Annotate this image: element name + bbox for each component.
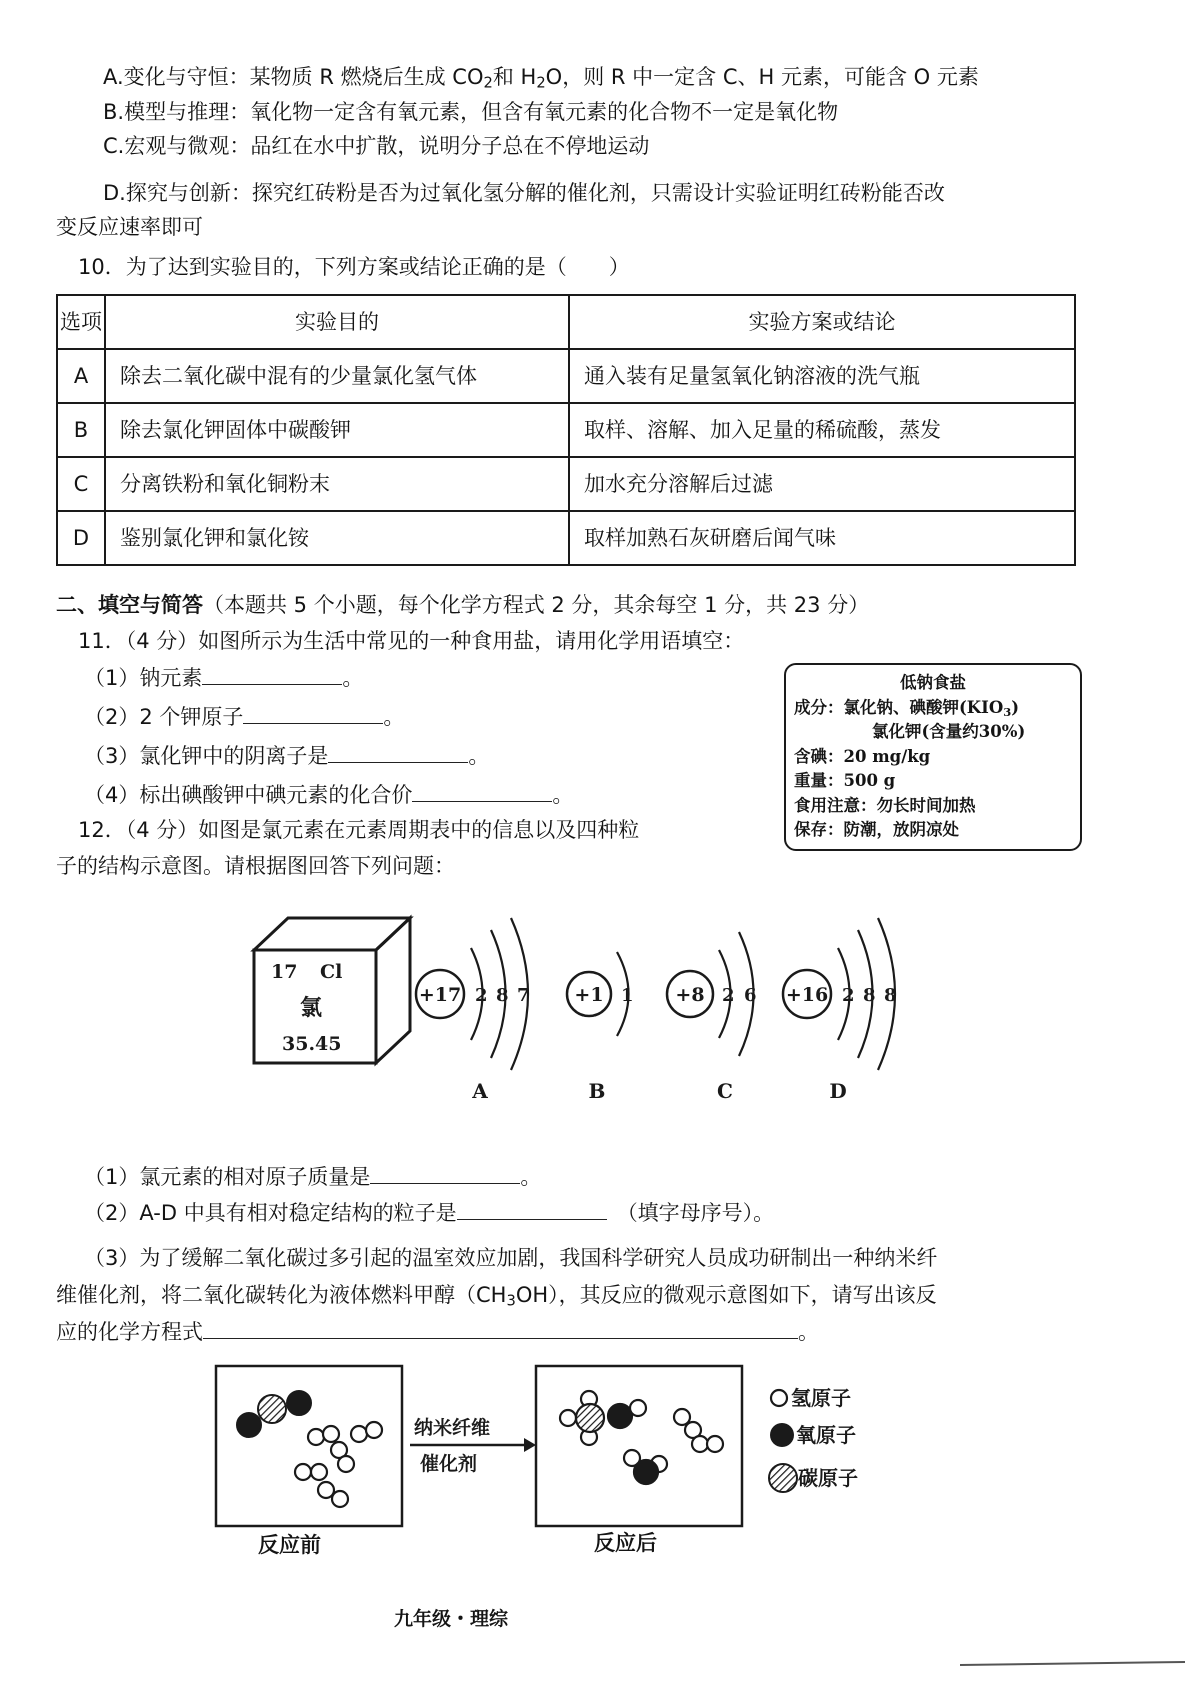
- q11-item-4: （4）标出碘酸钾中碘元素的化合价 。: [84, 783, 574, 807]
- q11-stem: 11．（4 分）如图所示为生活中常见的一种食用盐，请用化学用语填空：: [78, 629, 745, 653]
- q12-part-3-line2: 维催化剂，将二氧化碳转化为液体燃料甲醇$(CH_3OH)$，其反应的微观示意图如下，请写出该反: [56, 1283, 937, 1310]
- legend-oxygen-label: 氧原子: [796, 1423, 856, 1447]
- q11-item-3: （3）氯化钾中的阴离子是 。: [84, 744, 490, 768]
- reaction-before-box: [216, 1366, 402, 1526]
- legend-carbon-icon: [769, 1464, 797, 1492]
- electron-count: 7: [517, 985, 530, 1006]
- answer-blank[interactable]: [370, 1163, 520, 1184]
- nucleus-charge: +16: [785, 984, 829, 1006]
- molecule-h2: [295, 1464, 327, 1480]
- carbon-atom: [258, 1395, 286, 1423]
- hydrogen-atom: [560, 1410, 576, 1426]
- electron-count: 8: [884, 985, 897, 1006]
- oxygen-atom: [237, 1413, 261, 1437]
- salt-label-weight: 重量：500 g: [794, 771, 896, 790]
- catalyst-label-line2: 催化剂: [420, 1453, 478, 1475]
- molecule-h2: [351, 1422, 382, 1442]
- salt-label-title: 低钠食盐: [900, 673, 966, 692]
- carbon-atom: [576, 1404, 604, 1432]
- nucleus-charge: +17: [418, 984, 462, 1006]
- atom-label: D: [829, 1079, 847, 1103]
- oxygen-atom: [634, 1460, 658, 1484]
- caption-after: 反应后: [594, 1531, 657, 1555]
- hydrogen-atom: [332, 1491, 348, 1507]
- element-number: 17: [271, 961, 298, 983]
- row-c-option: C: [57, 457, 105, 511]
- arrow-head-icon: [524, 1438, 536, 1452]
- legend-hydrogen-icon: [771, 1390, 787, 1406]
- legend-oxygen-icon: [770, 1423, 794, 1447]
- salt-label-notice: 食用注意：勿长时间加热: [794, 795, 976, 815]
- q12-stem-line1: 12．（4 分）如图是氯元素在元素周期表中的信息以及四种粒: [78, 818, 640, 842]
- molecule-methanol: [560, 1391, 646, 1445]
- hydrogen-atom: [338, 1456, 354, 1472]
- electron-count: 6: [744, 985, 757, 1006]
- row-c-method: 加水充分溶解后过滤: [569, 457, 1075, 511]
- answer-blank[interactable]: [203, 1318, 798, 1339]
- atom-a: [416, 918, 530, 1103]
- hydrogen-atom: [707, 1436, 723, 1452]
- header-purpose: 实验目的: [105, 295, 569, 349]
- salt-label-ingredients: 成分：氯化钠、碘酸钾$(KIO_3)$: [794, 697, 1020, 719]
- row-a-option: A: [57, 349, 105, 403]
- row-d-option: D: [57, 511, 105, 565]
- molecule-h2: [692, 1436, 723, 1452]
- salt-label-iodine: 含碘：20 mg/kg: [794, 746, 931, 766]
- cube-top-face: [254, 918, 410, 950]
- molecule-h2: [331, 1442, 354, 1472]
- atom-label: B: [588, 1079, 606, 1103]
- hydrogen-atom: [351, 1426, 367, 1442]
- oxygen-atom: [287, 1391, 311, 1415]
- row-b-option: B: [57, 403, 105, 457]
- q10-stem: 10．为了达到实验目的，下列方案或结论正确的是（ ）: [78, 255, 630, 279]
- q12-part-3-line1: （3）为了缓解二氧化碳过多引起的温室效应加剧，我国科学研究人员成功研制出一种纳米纤: [84, 1246, 938, 1270]
- molecule-h2: [318, 1482, 348, 1507]
- row-b-purpose: 除去氯化钾固体中碳酸钾: [105, 403, 569, 457]
- row-b-method: 取样、溶解、加入足量的稀硫酸，蒸发: [569, 403, 1075, 457]
- molecule-co2: [237, 1391, 311, 1437]
- q9-option-b: B.模型与推理：氧化物一定含有氧元素，但含有氧元素的化合物不一定是氧化物: [103, 100, 839, 124]
- legend-carbon-label: 碳原子: [798, 1466, 858, 1490]
- hydrogen-atom: [311, 1464, 327, 1480]
- hydrogen-atom: [674, 1409, 690, 1425]
- header-method: 实验方案或结论: [569, 295, 1075, 349]
- q12-stem-line2: 子的结构示意图。请根据图回答下列问题：: [56, 854, 455, 878]
- atom-d: [783, 918, 897, 1103]
- q12-part-2: （2）A-D 中具有相对稳定结构的粒子是 （填字母序号）。: [84, 1201, 775, 1225]
- q11-item-1: （1）钠元素 。: [84, 666, 364, 690]
- molecule-h2: [674, 1409, 701, 1438]
- q9-option-c: C.宏观与微观：品红在水中扩散，说明分子总在不停地运动: [103, 134, 650, 158]
- q12-part-3-line3: 应的化学方程式 。: [56, 1320, 819, 1344]
- electron-count: 2: [842, 985, 855, 1006]
- header-option: 选项: [57, 295, 105, 349]
- electron-count: 2: [722, 985, 735, 1006]
- row-a-method: 通入装有足量氢氧化钠溶液的洗气瓶: [569, 349, 1075, 403]
- q9-option-d-line1: D.探究与创新：探究红砖粉是否为过氧化氢分解的催化剂，只需设计实验证明红砖粉能否改: [103, 181, 945, 205]
- q12-part-1: （1）氯元素的相对原子质量是 。: [84, 1165, 542, 1189]
- element-mass: 35.45: [282, 1033, 342, 1055]
- atom-b: [567, 952, 634, 1103]
- element-name: 氯: [300, 995, 323, 1021]
- q11-item-2: （2）2 个钾原子 。: [84, 705, 405, 729]
- molecule-h2: [308, 1426, 339, 1445]
- nucleus-charge: +8: [675, 984, 705, 1006]
- page-footer: 九年级・理综: [394, 1608, 509, 1630]
- hydrogen-atom: [630, 1400, 646, 1416]
- electron-count: 8: [496, 985, 509, 1006]
- nucleus-charge: +1: [574, 984, 604, 1006]
- answer-blank[interactable]: [457, 1199, 607, 1220]
- section2-title: 二、填空与简答: [56, 593, 203, 617]
- atom-c: [667, 932, 757, 1103]
- section2-desc: （本题共 5 个小题，每个化学方程式 2 分，其余每空 1 分，共 23 分）: [203, 593, 870, 617]
- catalyst-label-line1: 纳米纤维: [414, 1417, 491, 1439]
- electron-count: 1: [621, 985, 634, 1006]
- hydrogen-atom: [308, 1429, 324, 1445]
- hydrogen-atom: [295, 1464, 311, 1480]
- salt-label-kcl: 氯化钾(含量约30%): [872, 722, 1026, 741]
- row-d-method: 取样加熟石灰研磨后闻气味: [569, 511, 1075, 565]
- q9-option-a: A.变化与守恒：某物质 R 燃烧后生成 $CO_2$和 $H_2O$，则 R 中一定含 C、H 元素，可能含 O 元素: [103, 65, 979, 92]
- atom-label: C: [717, 1079, 733, 1103]
- electron-count: 2: [475, 985, 488, 1006]
- cube-side-face: [376, 918, 410, 1063]
- row-a-purpose: 除去二氧化碳中混有的少量氯化氢气体: [105, 349, 569, 403]
- molecule-water: [624, 1450, 667, 1484]
- hydrogen-atom: [366, 1422, 382, 1438]
- hydrogen-atom: [323, 1426, 339, 1442]
- row-c-purpose: 分离铁粉和氧化铜粉末: [105, 457, 569, 511]
- caption-before: 反应前: [258, 1533, 321, 1557]
- legend-hydrogen-label: 氢原子: [791, 1386, 851, 1410]
- element-symbol: Cl: [320, 961, 343, 983]
- reaction-legend: [769, 1386, 858, 1492]
- atom-label: A: [472, 1079, 488, 1103]
- row-d-purpose: 鉴别氯化钾和氯化铵: [105, 511, 569, 565]
- q9-option-d-line2: 变反应速率即可: [56, 215, 203, 239]
- hydrogen-atom: [692, 1436, 708, 1452]
- salt-label-storage: 保存：防潮，放阴凉处: [794, 820, 959, 839]
- page-edge-rule: [960, 1662, 1185, 1665]
- oxygen-atom: [608, 1404, 632, 1428]
- electron-count: 8: [863, 985, 876, 1006]
